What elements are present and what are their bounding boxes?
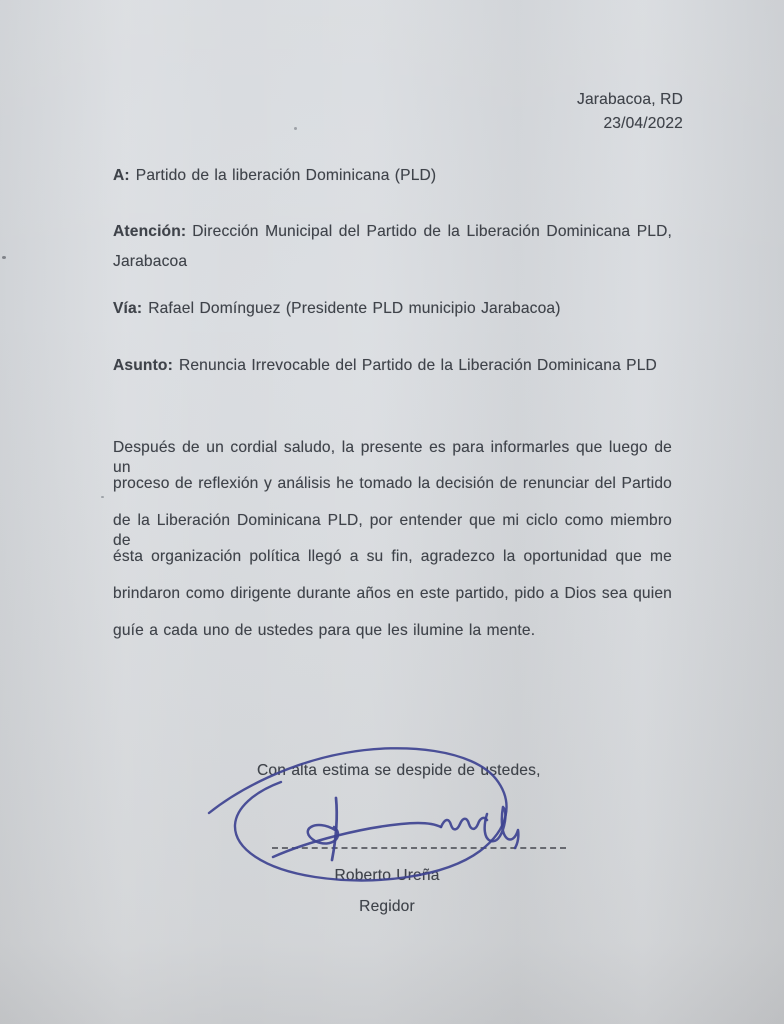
body-line: Después de un cordial saludo, la presente es para informarles que luego de un <box>113 438 672 476</box>
recipient-line <box>113 166 436 186</box>
body-line: ésta organización política llegó a su fin, agradezco la oportunidad que me <box>113 548 672 566</box>
body-line: brindaron como dirigente durante años en este partido, pido a Dios sea quien <box>113 584 672 602</box>
body-line: proceso de reflexión y análisis he tomado la decisión de renunciar del Partido <box>113 475 672 493</box>
attention-text: Dirección Municipal del Partido de la Liberación Dominicana PLD, <box>192 223 672 240</box>
subject-line <box>113 356 657 376</box>
signature-oval-stroke <box>209 748 507 880</box>
recipient-text: Partido de la liberación Dominicana (PLD) <box>135 167 437 184</box>
closing-line: Con alta estima se despide de ustedes, <box>257 762 541 779</box>
date-block <box>577 88 683 135</box>
attention-line-2: Jarabacoa <box>113 253 188 270</box>
signature-loop-stroke <box>308 825 338 843</box>
body-line: guíe a cada uno de ustedes para que les ilumine la mente. <box>113 621 536 639</box>
attention-line <box>113 222 672 242</box>
attention-label: Atención: <box>113 223 187 240</box>
signature-cross-stroke <box>273 823 441 857</box>
signer-title: Regidor <box>359 898 415 915</box>
subject-label: Asunto: <box>113 357 173 374</box>
via-label: Vía: <box>113 300 143 317</box>
date-line: 23/04/2022 <box>603 114 683 132</box>
signature-ink <box>203 727 583 897</box>
scan-speck <box>294 127 297 130</box>
subject-text: Renuncia Irrevocable del Partido de la Liberación Dominicana PLD <box>178 357 657 374</box>
signer-name: Roberto Ureña <box>334 867 440 884</box>
via-line <box>113 299 561 319</box>
scan-speck <box>2 256 6 259</box>
scan-speck <box>101 496 104 498</box>
signature-tail-stroke <box>485 807 519 848</box>
recipient-label: A: <box>113 167 130 184</box>
signature-squiggle-stroke <box>441 818 487 829</box>
via-text: Rafael Domínguez (Presidente PLD municipio Jarabacoa) <box>148 300 561 317</box>
body-line: de la Liberación Dominicana PLD, por entender que mi ciclo como miembro de <box>113 511 672 549</box>
place-line: Jarabacoa, RD <box>577 91 683 108</box>
